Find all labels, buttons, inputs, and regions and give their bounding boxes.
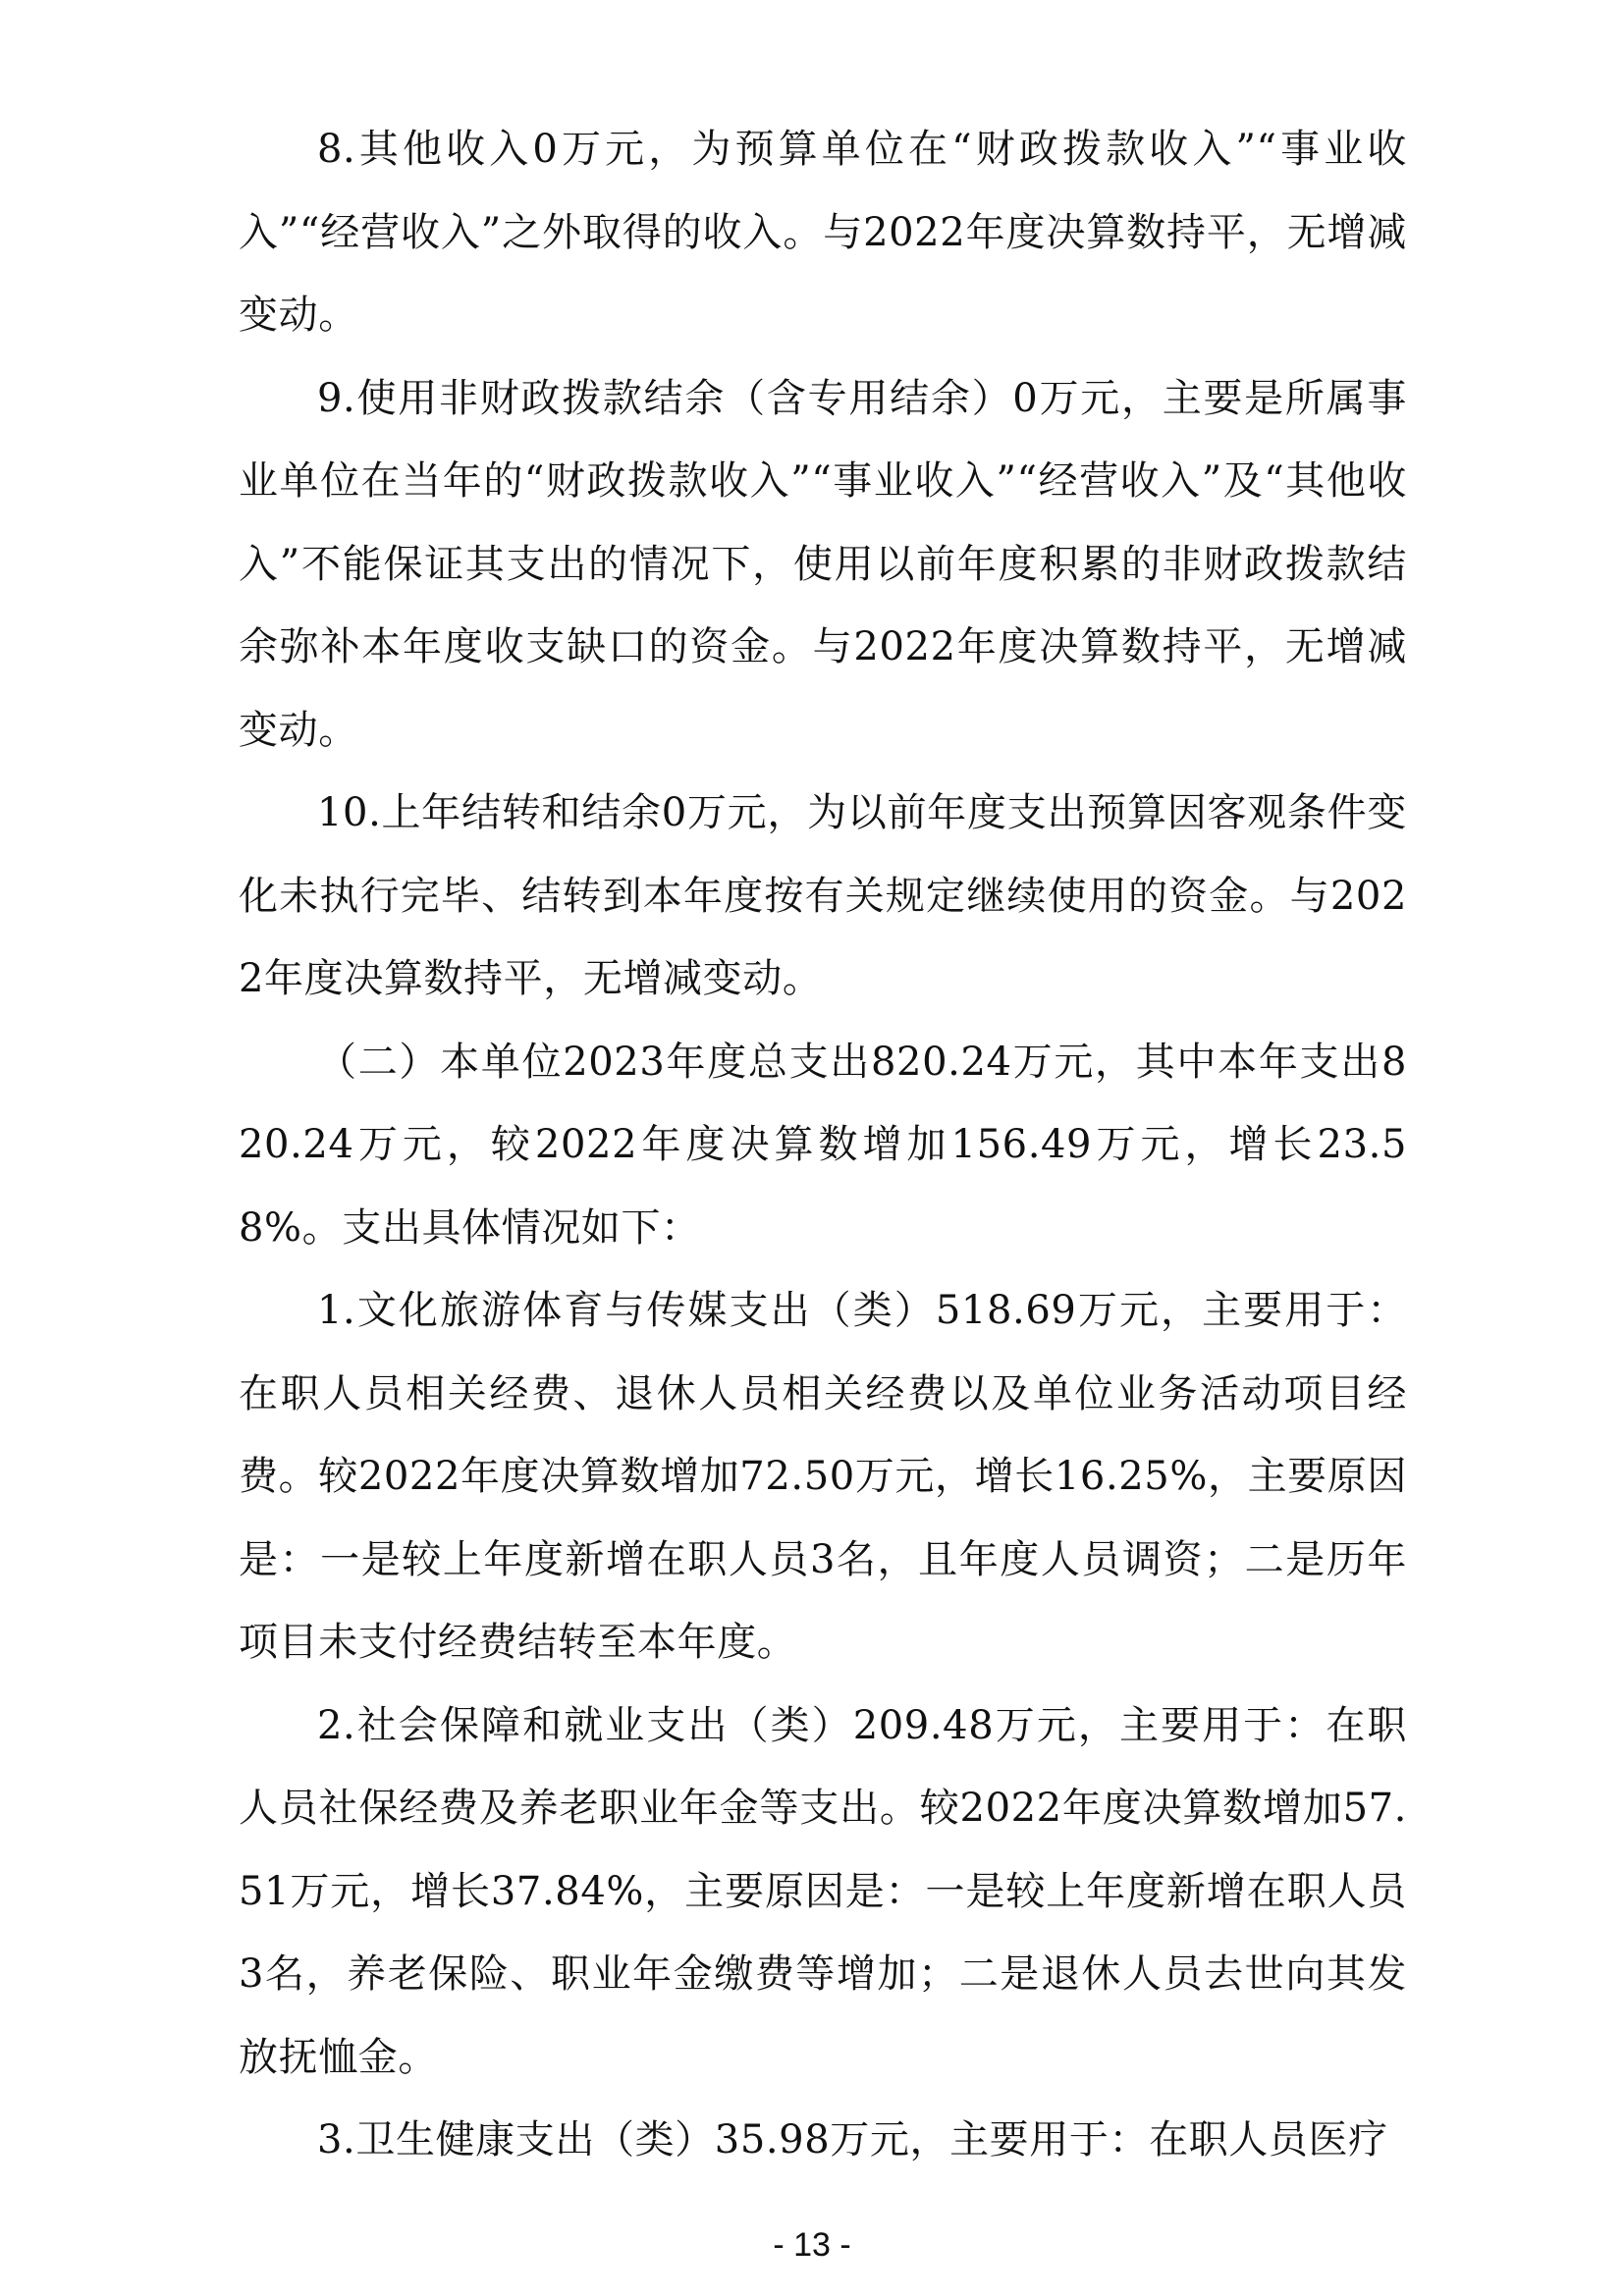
paragraph-total-expenditure: （二）本单位2023年度总支出820.24万元，其中本年支出820.24万元，较2022年度决算数增加156.49万元，增长23.58%。支出具体情况如下： (239, 1039, 1407, 1251)
paragraph-culture-tourism-expenditure: 1.文化旅游体育与传媒支出（类）518.69万元，主要用于：在职人员相关经费、退休人员相关经费以及单位业务活动项目经费。较2022年度决算数增加72.50万元，增长16.25%，主要原因是：一是较上年度新增在职人员3名，且年度人员调资；二是历年项目未支付经费结转至本年度。 (239, 1288, 1407, 1665)
paragraph-health-expenditure: 3.卫生健康支出（类）35.98万元，主要用于：在职人员医疗 (317, 2117, 1388, 2163)
page-number: - 13 - (773, 2226, 851, 2264)
paragraph-non-fiscal-balance: 9.使用非财政拨款结余（含专用结余）0万元，主要是所属事业单位在当年的“财政拨款收入”“事业收入”“经营收入”及“其他收入”不能保证其支出的情况下，使用以前年度积累的非财政拨款结余弥补本年度收支缺口的资金。与2022年度决算数持平，无增减变动。 (239, 375, 1407, 753)
paragraph-social-security-expenditure: 2.社会保障和就业支出（类）209.48万元，主要用于：在职人员社保经费及养老职业年金等支出。较2022年度决算数增加57.51万元，增长37.84%，主要原因是：一是较上年度新增在职人员3名，养老保险、职业年金缴费等增加；二是退休人员去世向其发放抚恤金。 (239, 1702, 1407, 2080)
paragraph-prior-year-carryover: 10.上年结转和结余0万元，为以前年度支出预算因客观条件变化未执行完毕、结转到本年度按有关规定继续使用的资金。与2022年度决算数持平，无增减变动。 (239, 790, 1407, 1001)
paragraph-other-income: 8.其他收入0万元，为预算单位在“财政拨款收入”“事业收入”“经营收入”之外取得的收入。与2022年度决算数持平，无增减变动。 (239, 127, 1407, 338)
document-body (239, 108, 1407, 2182)
